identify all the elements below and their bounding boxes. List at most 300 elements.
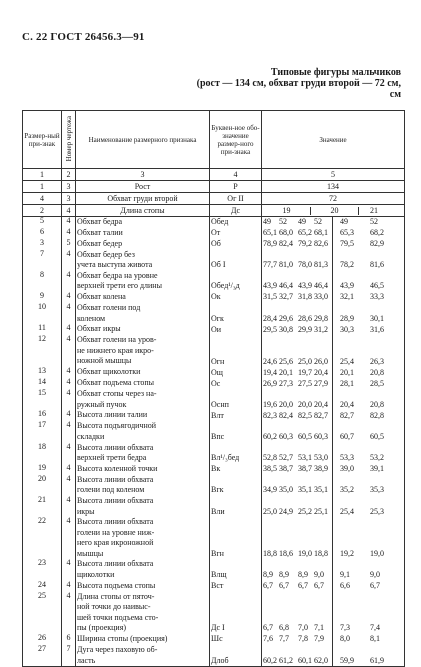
table-row bbox=[23, 443, 405, 464]
feature-name-line: Высота линии обхвата bbox=[77, 559, 154, 569]
feature-symbol: От bbox=[210, 228, 262, 239]
value-group-19-20 bbox=[262, 303, 333, 324]
feature-number: 20 bbox=[23, 475, 62, 496]
value-group-19-20 bbox=[262, 475, 333, 496]
measurement-value: 49 bbox=[298, 217, 306, 226]
feature-name-line: ной точки до наивыс- bbox=[77, 602, 151, 612]
measurement-value: 60,5 bbox=[370, 431, 384, 441]
feature-number: 24 bbox=[23, 581, 62, 592]
measurement-value: 61,2 bbox=[279, 655, 293, 665]
value-group-19-20 bbox=[262, 496, 333, 517]
drawing-number: 4 bbox=[62, 205, 76, 217]
measurement-value: 49 bbox=[263, 217, 271, 226]
measurement-value: 26,3 bbox=[370, 356, 384, 366]
measurement-value: 52 bbox=[314, 217, 322, 226]
measurement-value: 33,0 bbox=[314, 292, 328, 302]
drawing-number: 4 bbox=[62, 443, 76, 464]
measurement-value: 8,9 bbox=[298, 570, 308, 580]
value-group-19-20 bbox=[262, 271, 333, 292]
measurement-value: 9,1 bbox=[340, 570, 350, 580]
measurement-value: 38,7 bbox=[298, 464, 312, 474]
feature-name bbox=[76, 378, 210, 389]
feature-name bbox=[76, 581, 210, 592]
measurement-value: 30,3 bbox=[340, 324, 354, 334]
measurement-value: 8,1 bbox=[370, 634, 380, 644]
header-drawing-number: Номер чертежа bbox=[62, 111, 76, 169]
measurement-value: 6,7 bbox=[298, 581, 308, 591]
feature-number: 17 bbox=[23, 421, 62, 442]
measurement-value: 7,6 bbox=[263, 634, 273, 644]
measurement-value: 18,8 bbox=[263, 548, 277, 558]
value-group-21 bbox=[333, 367, 405, 378]
feature-symbol: Ои bbox=[210, 324, 262, 335]
feature-number: 9 bbox=[23, 292, 62, 303]
drawing-number: 4 bbox=[62, 367, 76, 378]
drawing-number: 4 bbox=[62, 335, 76, 367]
measurement-value: 25,0 bbox=[298, 356, 312, 366]
foot-size: 20 bbox=[311, 207, 359, 215]
table-row bbox=[23, 634, 405, 645]
measurement-value: 33,3 bbox=[370, 292, 384, 302]
table-row bbox=[23, 496, 405, 517]
feature-name bbox=[76, 475, 210, 496]
measurement-value: 20,4 bbox=[314, 399, 328, 409]
feature-number: 23 bbox=[23, 559, 62, 580]
feature-name bbox=[76, 559, 210, 580]
measurement-value: 35,2 bbox=[340, 485, 354, 495]
measurement-value: 25,4 bbox=[340, 506, 354, 516]
value-group-19-20 bbox=[262, 228, 333, 239]
measurement-value: 20,4 bbox=[340, 399, 354, 409]
drawing-number: 4 bbox=[62, 559, 76, 580]
page-header: С. 22 ГОСТ 26456.3—91 bbox=[22, 31, 145, 43]
measurement-value: 52,8 bbox=[263, 453, 277, 463]
feature-name bbox=[76, 217, 210, 228]
measurement-value: 82,4 bbox=[279, 410, 293, 420]
value-group-19-20 bbox=[262, 559, 333, 580]
measurement-value: 27,5 bbox=[298, 378, 312, 388]
measurement-value: 53,1 bbox=[298, 453, 312, 463]
measurement-value: 78,0 bbox=[298, 260, 312, 270]
feature-name-line: Ширина стопы (проекция) bbox=[77, 634, 168, 644]
value-group-21 bbox=[333, 421, 405, 442]
table-row bbox=[23, 389, 405, 410]
drawing-number: 4 bbox=[62, 303, 76, 324]
feature-number: 11 bbox=[23, 324, 62, 335]
feature-name-line: Дуга через паховую об- bbox=[77, 645, 158, 655]
feature-name bbox=[76, 367, 210, 378]
feature-name-line: Обхват бедер bbox=[77, 238, 123, 248]
column-numbers-row bbox=[23, 169, 405, 181]
table-row bbox=[23, 475, 405, 496]
measurement-value: 20,1 bbox=[279, 367, 293, 377]
measurement-value: 60,3 bbox=[314, 431, 328, 441]
drawing-number: 4 bbox=[62, 464, 76, 475]
measurement-value: 52 bbox=[279, 217, 287, 226]
feature-name-line: Высота линии обхвата bbox=[77, 517, 154, 527]
measurement-value: 7,1 bbox=[314, 623, 324, 633]
measurement-value: 39,0 bbox=[340, 464, 354, 474]
measurement-value: 65,1 bbox=[263, 228, 277, 237]
measurement-value: 8,9 bbox=[263, 570, 273, 580]
measurement-value: 9,0 bbox=[314, 570, 324, 580]
table-row bbox=[23, 181, 405, 193]
table-row bbox=[23, 250, 405, 271]
measurement-value: 77,7 bbox=[263, 260, 277, 270]
foot-size: 21 bbox=[370, 205, 378, 215]
table-row bbox=[23, 421, 405, 442]
feature-symbol: Обед¹/₃д bbox=[210, 271, 262, 292]
measurement-value: 31,2 bbox=[314, 324, 328, 334]
table-row bbox=[23, 271, 405, 292]
feature-name-line: голени под коленом bbox=[77, 485, 145, 495]
measurement-value: 53,0 bbox=[314, 453, 328, 463]
drawing-number: 4 bbox=[62, 496, 76, 517]
table-row bbox=[23, 228, 405, 239]
measurement-value: 78,9 bbox=[263, 239, 277, 248]
feature-number: 8 bbox=[23, 271, 62, 292]
measurement-value: 8,0 bbox=[340, 634, 350, 644]
measurement-value: 46,5 bbox=[370, 281, 384, 291]
drawing-number: 3 bbox=[62, 193, 76, 205]
measurement-value: 38,7 bbox=[279, 464, 293, 474]
measurement-value: 29,8 bbox=[314, 313, 328, 323]
feature-name-line: коленом bbox=[77, 313, 106, 323]
value-group-21 bbox=[333, 559, 405, 580]
measurement-value: 43,9 bbox=[340, 281, 354, 291]
feature-number: 16 bbox=[23, 410, 62, 421]
feature-number: 18 bbox=[23, 443, 62, 464]
measurement-value: 53,2 bbox=[370, 453, 384, 463]
measurement-value: 60,5 bbox=[298, 431, 312, 441]
feature-name: Рост bbox=[76, 181, 210, 193]
feature-name-line: ножной мышцы bbox=[77, 356, 132, 366]
measurement-value: 20,8 bbox=[370, 367, 384, 377]
measurement-value: 28,6 bbox=[298, 313, 312, 323]
feature-name-line: шей точки подъема сто- bbox=[77, 612, 159, 622]
measurement-value: 25,1 bbox=[314, 506, 328, 516]
drawing-number: 6 bbox=[62, 634, 76, 645]
feature-symbol: Об I bbox=[210, 250, 262, 271]
feature-name-line: верхней трети его длины bbox=[77, 281, 162, 291]
feature-symbol: Впс bbox=[210, 421, 262, 442]
feature-name-line: учета выступа живота bbox=[77, 260, 153, 270]
measurement-value: 79,2 bbox=[298, 239, 312, 248]
value-group-21 bbox=[333, 475, 405, 496]
measurement-value: 34,9 bbox=[263, 485, 277, 495]
measurement-value: 29,6 bbox=[279, 313, 293, 323]
drawing-number: 4 bbox=[62, 592, 76, 634]
measurement-value: 27,9 bbox=[314, 378, 328, 388]
feature-symbol: Вгн bbox=[210, 517, 262, 559]
value-group-21 bbox=[333, 228, 405, 239]
value-group-19-20 bbox=[262, 464, 333, 475]
measurement-value: 52 bbox=[370, 217, 378, 226]
header-value: Значение bbox=[262, 111, 405, 169]
value-group-19-20 bbox=[262, 517, 333, 559]
value-group-21 bbox=[333, 303, 405, 324]
drawing-number: 4 bbox=[62, 475, 76, 496]
feature-number: 10 bbox=[23, 303, 62, 324]
value-group-21 bbox=[333, 239, 405, 250]
feature-symbol: Огк bbox=[210, 303, 262, 324]
feature-value: 134 bbox=[262, 181, 405, 193]
value-group-19-20 bbox=[262, 581, 333, 592]
measurement-value: 8,9 bbox=[279, 570, 289, 580]
feature-number: 21 bbox=[23, 496, 62, 517]
measurement-value: 78,2 bbox=[340, 260, 354, 270]
feature-name bbox=[76, 421, 210, 442]
feature-name bbox=[76, 271, 210, 292]
measurement-value: 7,4 bbox=[370, 623, 380, 633]
feature-number: 14 bbox=[23, 378, 62, 389]
feature-symbol: Ок bbox=[210, 292, 262, 303]
value-group-19-20 bbox=[262, 592, 333, 634]
measurement-value: 20,0 bbox=[279, 399, 293, 409]
measurement-value: 39,1 bbox=[370, 464, 384, 474]
value-group-21 bbox=[333, 410, 405, 421]
measurement-value: 28,5 bbox=[370, 378, 384, 388]
header-feature-symbol: Буквен-ное обо-значение размер-ного при-знака bbox=[210, 111, 262, 169]
measurement-value: 20,0 bbox=[298, 399, 312, 409]
feature-name-line: Обхват подъема стопы bbox=[77, 378, 155, 388]
feature-name bbox=[76, 250, 210, 271]
measurement-value: 82,4 bbox=[279, 239, 293, 248]
measurement-value: 43,9 bbox=[298, 281, 312, 291]
value-group-21 bbox=[333, 324, 405, 335]
feature-name-line: Обхват талии bbox=[77, 227, 123, 237]
measurement-value: 26,0 bbox=[314, 356, 328, 366]
measurement-value: 61,9 bbox=[370, 655, 384, 665]
measurement-value: 28,9 bbox=[340, 313, 354, 323]
feature-symbol: Вк bbox=[210, 464, 262, 475]
feature-name bbox=[76, 389, 210, 410]
feature-name bbox=[76, 592, 210, 634]
measurement-value: 81,3 bbox=[314, 260, 328, 270]
measurement-value: 59,9 bbox=[340, 655, 354, 665]
measurement-value: 27,3 bbox=[279, 378, 293, 388]
feature-value: 72 bbox=[262, 193, 405, 205]
measurement-value: 65,3 bbox=[340, 228, 354, 237]
drawing-number: 5 bbox=[62, 239, 76, 250]
feature-name bbox=[76, 335, 210, 367]
measurement-value: 68,1 bbox=[314, 228, 328, 237]
measurement-value: 18,6 bbox=[279, 548, 293, 558]
feature-name-line: щиколотки bbox=[77, 570, 115, 580]
feature-name bbox=[76, 645, 210, 667]
feature-number: 19 bbox=[23, 464, 62, 475]
feature-symbol: Влщ bbox=[210, 559, 262, 580]
measurement-value: 19,4 bbox=[263, 367, 277, 377]
drawing-number: 4 bbox=[62, 324, 76, 335]
measurement-value: 65,2 bbox=[298, 228, 312, 237]
feature-name-line: пы (проекция) bbox=[77, 623, 127, 633]
feature-symbol: Вл¹/₃бед bbox=[210, 443, 262, 464]
measurement-value: 68,2 bbox=[370, 228, 384, 237]
table-row bbox=[23, 517, 405, 559]
measurement-value: 31,8 bbox=[298, 292, 312, 302]
column-number: 1 bbox=[23, 169, 62, 181]
feature-name bbox=[76, 228, 210, 239]
feature-number: 3 bbox=[23, 239, 62, 250]
value-group-19-20 bbox=[262, 443, 333, 464]
measurement-value: 20,8 bbox=[370, 399, 384, 409]
feature-number: 4 bbox=[23, 193, 62, 205]
feature-symbol: Оснп bbox=[210, 389, 262, 410]
drawing-number: 4 bbox=[62, 378, 76, 389]
value-group-21 bbox=[333, 634, 405, 645]
feature-number: 22 bbox=[23, 517, 62, 559]
measurement-value: 82,9 bbox=[370, 239, 384, 248]
measurement-value: 19,2 bbox=[340, 548, 354, 558]
measurement-value: 26,9 bbox=[263, 378, 277, 388]
feature-symbol: Вли bbox=[210, 496, 262, 517]
feature-name-line: Обхват икры bbox=[77, 324, 121, 334]
value-group-19-20 bbox=[262, 250, 333, 271]
feature-name-line: голени на уровне ниж- bbox=[77, 527, 155, 537]
measurement-value: 7,7 bbox=[279, 634, 289, 644]
feature-name bbox=[76, 239, 210, 250]
feature-name-line: ласть bbox=[77, 655, 96, 665]
measurement-value: 30,8 bbox=[279, 324, 293, 334]
feature-name-line: Обхват бедра bbox=[77, 217, 123, 226]
feature-name bbox=[76, 634, 210, 645]
measurement-value: 19,0 bbox=[298, 548, 312, 558]
feature-number: 1 bbox=[23, 181, 62, 193]
measurement-value: 25,0 bbox=[263, 506, 277, 516]
measurement-value: 60,2 bbox=[263, 655, 277, 665]
feature-name bbox=[76, 410, 210, 421]
feature-name: Обхват груди второй bbox=[76, 193, 210, 205]
value-group-21 bbox=[333, 464, 405, 475]
measurement-value: 81,0 bbox=[279, 260, 293, 270]
value-group-19-20 bbox=[262, 239, 333, 250]
header-feature-name: Наименование размерного признака bbox=[76, 111, 210, 169]
table-row bbox=[23, 592, 405, 634]
measurement-value: 52,7 bbox=[279, 453, 293, 463]
feature-name-line: Обхват стопы через на- bbox=[77, 389, 157, 399]
measurement-value: 68,0 bbox=[279, 228, 293, 237]
table-row bbox=[23, 239, 405, 250]
table-row bbox=[23, 581, 405, 592]
table-row bbox=[23, 217, 405, 228]
measurement-value: 25,3 bbox=[370, 506, 384, 516]
table-row bbox=[23, 559, 405, 580]
measurement-value: 28,4 bbox=[263, 313, 277, 323]
feature-name-line: Высота подъема стопы bbox=[77, 580, 156, 590]
measurement-value: 28,1 bbox=[340, 378, 354, 388]
value-group-19-20 bbox=[262, 367, 333, 378]
measurement-value: 53,3 bbox=[340, 453, 354, 463]
feature-symbol: Об bbox=[210, 239, 262, 250]
feature-name-line: Высота линии талии bbox=[77, 410, 148, 420]
feature-number: 15 bbox=[23, 389, 62, 410]
measurement-value: 9,0 bbox=[370, 570, 380, 580]
measurement-value: 79,5 bbox=[340, 239, 354, 248]
drawing-number: 4 bbox=[62, 250, 76, 271]
value-group-21 bbox=[333, 217, 405, 228]
feature-name bbox=[76, 464, 210, 475]
measurement-value: 32,7 bbox=[279, 292, 293, 302]
caption-line-2: (рост — 134 см, обхват груди второй — 72 см, bbox=[196, 78, 401, 89]
feature-name: Длина стопы bbox=[76, 205, 210, 217]
measurement-value: 32,1 bbox=[340, 292, 354, 302]
measurement-value: 38,5 bbox=[263, 464, 277, 474]
value-group-19-20 bbox=[262, 378, 333, 389]
value-group-21 bbox=[333, 292, 405, 303]
drawing-number: 4 bbox=[62, 292, 76, 303]
feature-name bbox=[76, 292, 210, 303]
feature-number: 2 bbox=[23, 205, 62, 217]
value-group-19-20 bbox=[262, 335, 333, 367]
measurement-value: 82,7 bbox=[314, 410, 328, 420]
measurement-value: 62,0 bbox=[314, 655, 328, 665]
value-group-19-20 bbox=[262, 645, 333, 667]
measurement-value: 6,7 bbox=[279, 581, 289, 591]
feature-name-line: Обхват голени на уров- bbox=[77, 335, 157, 345]
feature-name-line: верхней трети бедра bbox=[77, 453, 147, 463]
feature-number: 6 bbox=[23, 228, 62, 239]
feature-name-line: Обхват бедра на уровне bbox=[77, 270, 158, 280]
measurement-value: 35,1 bbox=[298, 485, 312, 495]
feature-name bbox=[76, 496, 210, 517]
measurement-value: 6,7 bbox=[263, 623, 273, 633]
drawing-number: 4 bbox=[62, 389, 76, 410]
feature-name bbox=[76, 517, 210, 559]
drawing-number: 3 bbox=[62, 181, 76, 193]
feature-name-line: Обхват голени под bbox=[77, 302, 141, 312]
feature-name-line: Высота коленной точки bbox=[77, 463, 158, 473]
table-row bbox=[23, 410, 405, 421]
feature-name-line: Высота линии обхвата bbox=[77, 474, 154, 484]
feature-symbol: Дс I bbox=[210, 592, 262, 634]
column-number: 4 bbox=[210, 169, 262, 181]
table-row bbox=[23, 193, 405, 205]
column-number: 3 bbox=[76, 169, 210, 181]
measurement-value: 7,3 bbox=[340, 623, 350, 633]
measurement-value: 31,6 bbox=[370, 324, 384, 334]
feature-symbol: Дс bbox=[210, 205, 262, 217]
feature-name-line: не нижнего края икро- bbox=[77, 345, 154, 355]
feature-name bbox=[76, 324, 210, 335]
measurement-value: 19,0 bbox=[370, 548, 384, 558]
feature-symbol: Огн bbox=[210, 335, 262, 367]
feature-number: 26 bbox=[23, 634, 62, 645]
value-group-19-20 bbox=[262, 292, 333, 303]
foot-length-row bbox=[23, 205, 405, 217]
feature-symbol: Ощ bbox=[210, 367, 262, 378]
value-group-19-20 bbox=[262, 324, 333, 335]
measurement-value: 29,5 bbox=[263, 324, 277, 334]
feature-name-line: икры bbox=[77, 506, 95, 516]
column-number: 2 bbox=[62, 169, 76, 181]
measurement-value: 82,6 bbox=[314, 239, 328, 248]
table-row bbox=[23, 464, 405, 475]
feature-symbol: Длоб bbox=[210, 645, 262, 667]
value-group-19-20 bbox=[262, 410, 333, 421]
value-group-19-20 bbox=[262, 389, 333, 410]
drawing-number: 4 bbox=[62, 421, 76, 442]
feature-symbol: Обед bbox=[210, 217, 262, 228]
measurement-table bbox=[22, 110, 405, 667]
measurement-value: 60,3 bbox=[279, 431, 293, 441]
measurement-value: 6,7 bbox=[314, 581, 324, 591]
feature-name-line: Обхват щиколотки bbox=[77, 367, 141, 377]
feature-name-line: Обхват бедер без bbox=[77, 249, 135, 259]
measurement-value: 6,7 bbox=[370, 581, 380, 591]
feature-symbol: Ос bbox=[210, 378, 262, 389]
table-row bbox=[23, 378, 405, 389]
